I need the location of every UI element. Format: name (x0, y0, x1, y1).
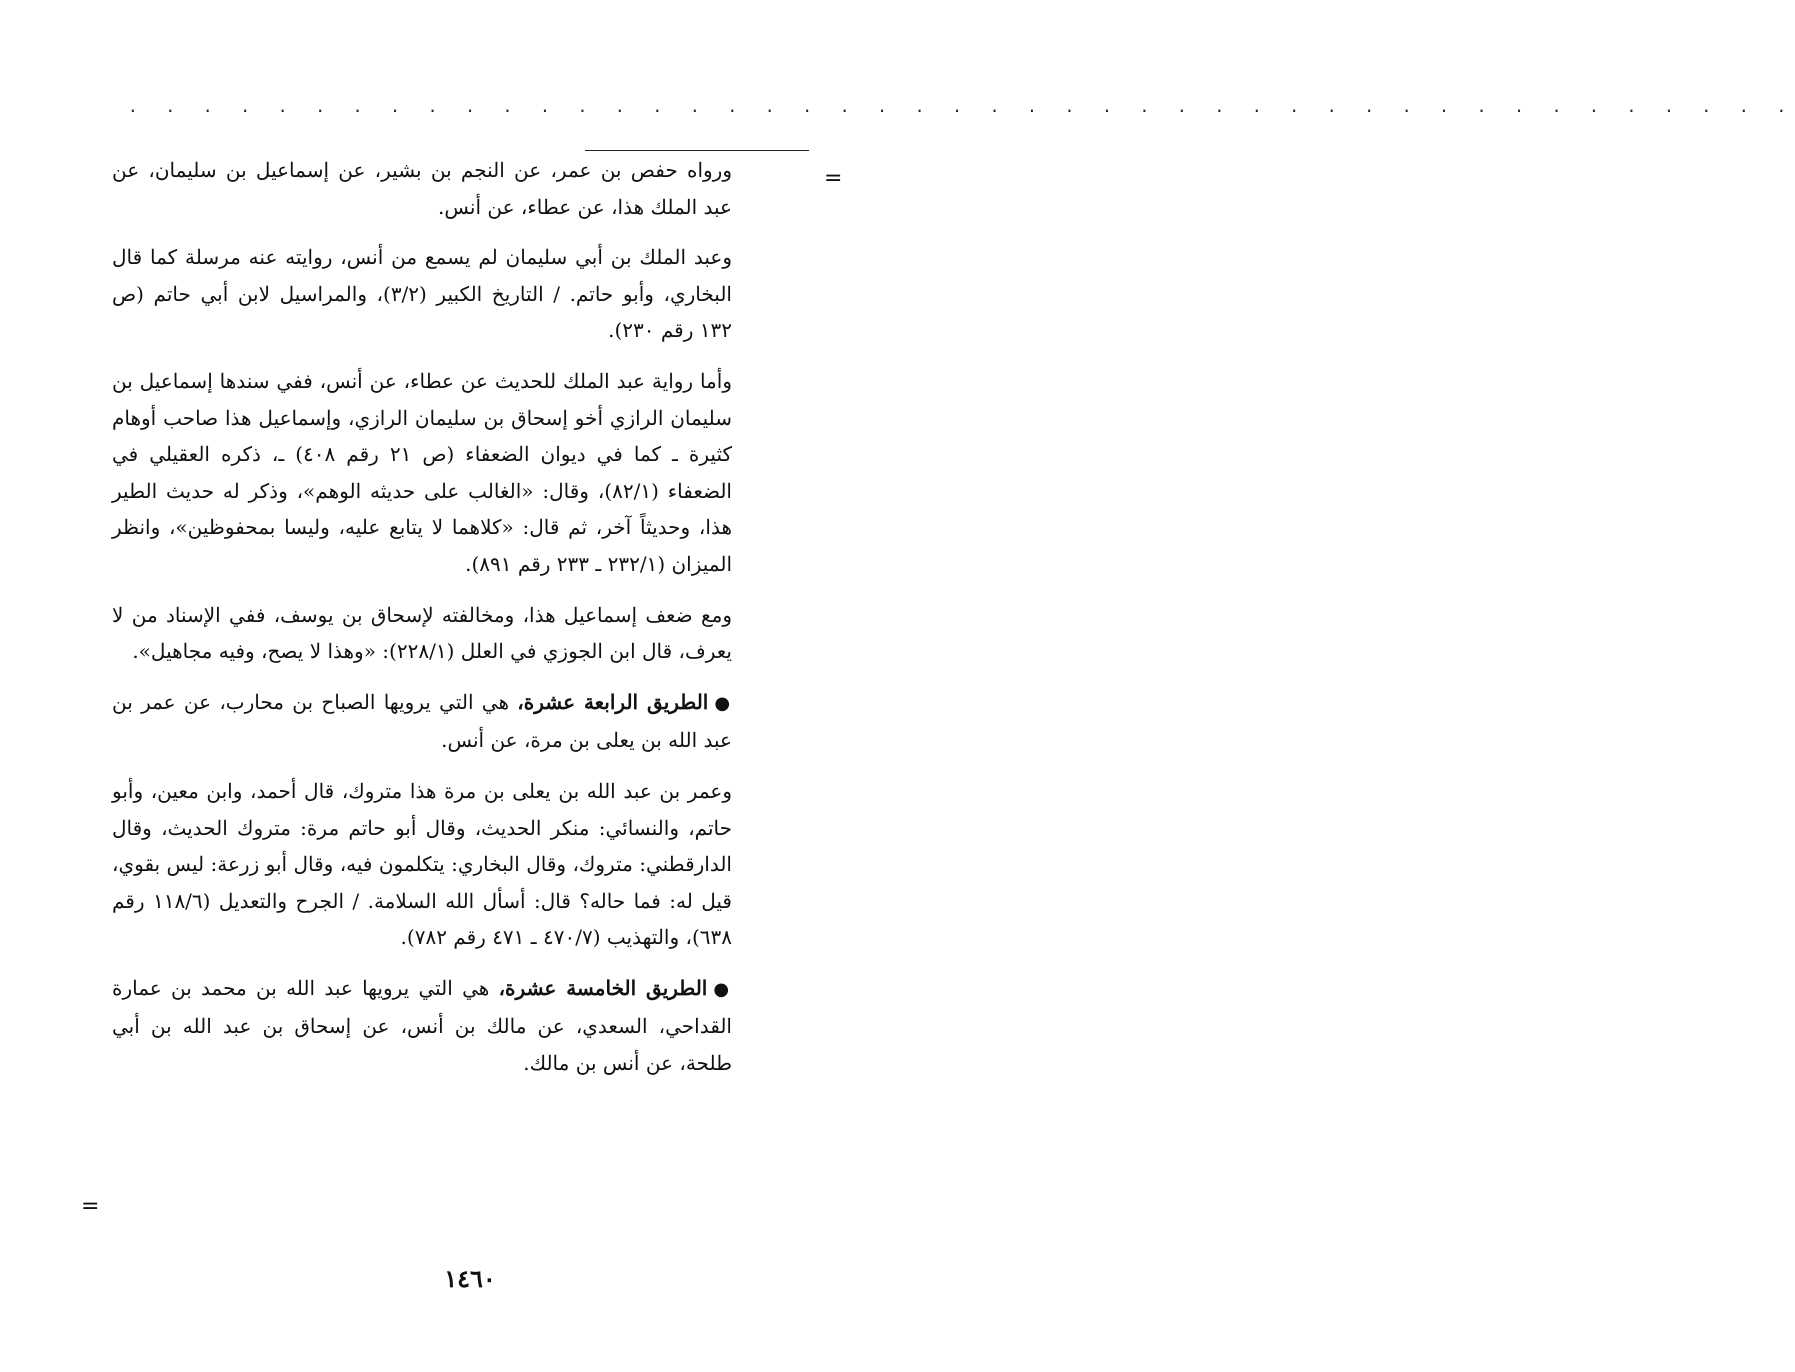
paragraph-3: وأما رواية عبد الملك للحديث عن عطاء، عن أنس، ففي سندها إسماعيل بن سليمان الرازي أخو إسحاق بن سليمان الرازي، وإسماعيل هذا صاحب أوهام كثيرة ـ كما في ديوان الضعفاء (ص ٢١ رقم ٤٠٨) ـ، ذكره العقيلي في الضعفاء (٨٢/١)، وقال: «الغالب على حديثه الوهم»، وذكر له حديث الطير هذا، وحديثاً آخر، ثم قال: «كلاهما لا يتابع عليه، وليسا بمحفوظين»، وانظر الميزان (٢٣٢/١ ـ ٢٣٣ رقم ٨٩١). (112, 368, 732, 576)
paragraph-5-heading: الطريق الرابعة عشرة، (517, 689, 709, 714)
paragraph-6: وعمر بن عبد الله بن يعلى بن مرة هذا متروك، قال أحمد، وابن معين، وأبو حاتم، والنسائي: منكر الحديث، وقال أبو حاتم مرة: متروك الحديث، وقال الدارقطني: متروك، وقال البخاري: يتكلمون فيه، وقال أبو زرعة: ليس بقوي، قيل له: فما حاله؟ قال: أسأل الله السلامة. / الجرح والتعديل (١١٨/٦ رقم ٦٣٨)، والتهذيب (٤٧٠/٧ ـ ٤٧١ رقم ٧٨٢). (112, 778, 732, 950)
bullet-icon: ● (714, 692, 732, 714)
paragraph-4: ومع ضعف إسماعيل هذا، ومخالفته لإسحاق بن يوسف، ففي الإسناد من لا يعرف، قال ابن الجوزي في العلل (٢٢٨/١): «وهذا لا يصح، وفيه مجاهيل». (112, 602, 732, 664)
paragraph-5 (112, 684, 732, 759)
page-number: ١٤٦٠ (444, 1264, 496, 1293)
paragraph-7 (112, 970, 732, 1082)
paragraph-2: وعبد الملك بن أبي سليمان لم يسمع من أنس، روايته عنه مرسلة كما قال البخاري، وأبو حاتم. / التاريخ الكبير (٣/٢)، والمراسيل لابن أبي حاتم (ص ١٣٢ رقم ٢٣٠). (112, 245, 732, 343)
paragraph-7-heading: الطريق الخامسة عشرة، (498, 975, 708, 1000)
continuation-mark-top: = (824, 166, 843, 191)
paragraph-1: ورواه حفص بن عمر، عن النجم بن بشير، عن إسماعيل بن سليمان، عن عبد الملك هذا، عن عطاء، عن أنس. (112, 158, 732, 219)
continuation-mark-bottom: = (81, 1194, 100, 1219)
bullet-icon: ● (713, 978, 732, 1000)
paragraph-7-text: هي التي يرويها عبد الله بن محمد بن عمارة القداحي، السعدي، عن مالك بن أنس، عن إسحاق بن عبد الله بن أبي طلحة، عن أنس بن مالك. (112, 975, 732, 1076)
dotted-separator: . . . . . . . . . . . . . . . . . . . . . . . . . . . . . . . . . . . . . . . . . . . . . (128, 97, 1795, 116)
footnote-rule (585, 150, 809, 151)
paragraph-5-text: هي التي يرويها الصباح بن محارب، عن عمر بن عبد الله بن يعلى بن مرة، عن أنس. (112, 689, 732, 753)
footnote-body (112, 152, 732, 1096)
